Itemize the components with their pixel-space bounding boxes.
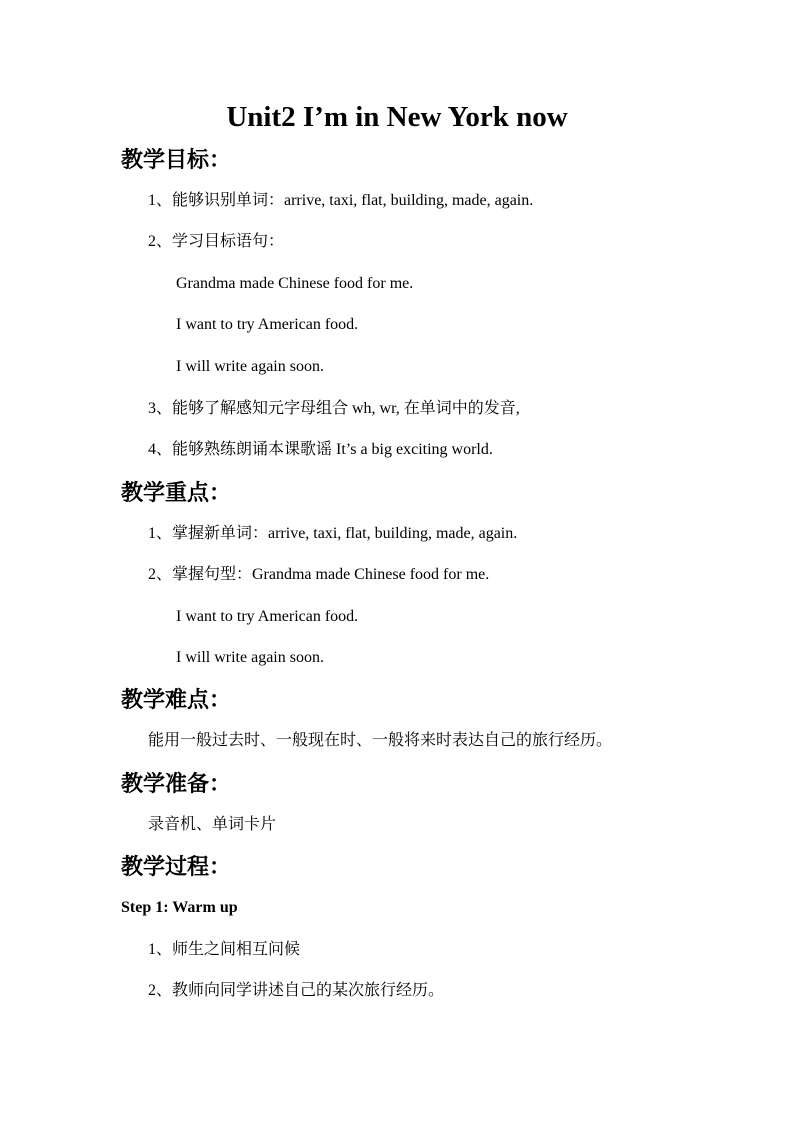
preparation-item-1: 录音机、单词卡片	[148, 816, 277, 833]
objective-sentence-2: I want to try American food.	[176, 316, 359, 333]
process-heading: 教学过程：	[121, 854, 232, 880]
objective-item-4: 4、能够熟练朗诵本课歌谣 It’s a big exciting world.	[148, 441, 493, 458]
objectives-heading: 教学目标：	[121, 147, 232, 173]
key-points-heading: 教学重点：	[121, 480, 232, 506]
step-1-title: Step 1: Warm up	[121, 899, 238, 916]
preparation-heading: 教学准备：	[121, 771, 232, 797]
process-item-2: 2、教师向同学讲述自己的某次旅行经历。	[148, 982, 445, 999]
difficulty-item-1: 能用一般过去时、一般现在时、一般将来时表达自己的旅行经历。	[148, 732, 613, 749]
objective-item-3: 3、能够了解感知元字母组合 wh, wr, 在单词中的发音,	[148, 400, 520, 417]
key-point-sentence-1: I want to try American food.	[176, 608, 359, 625]
key-point-sentence-2: I will write again soon.	[176, 649, 324, 666]
objective-item-2: 2、学习目标语句：	[148, 233, 285, 250]
objective-sentence-3: I will write again soon.	[176, 358, 324, 375]
key-point-item-2: 2、掌握句型：Grandma made Chinese food for me.	[148, 566, 490, 583]
objective-sentence-1: Grandma made Chinese food for me.	[176, 275, 414, 292]
process-item-1: 1、师生之间相互问候	[148, 941, 301, 958]
difficulties-heading: 教学难点：	[121, 687, 232, 713]
key-point-item-1: 1、掌握新单词：arrive, taxi, flat, building, made, again.	[148, 525, 518, 542]
document-title: Unit2 I’m in New York now	[226, 101, 568, 133]
objective-item-1: 1、能够识别单词：arrive, taxi, flat, building, made, again.	[148, 192, 534, 209]
